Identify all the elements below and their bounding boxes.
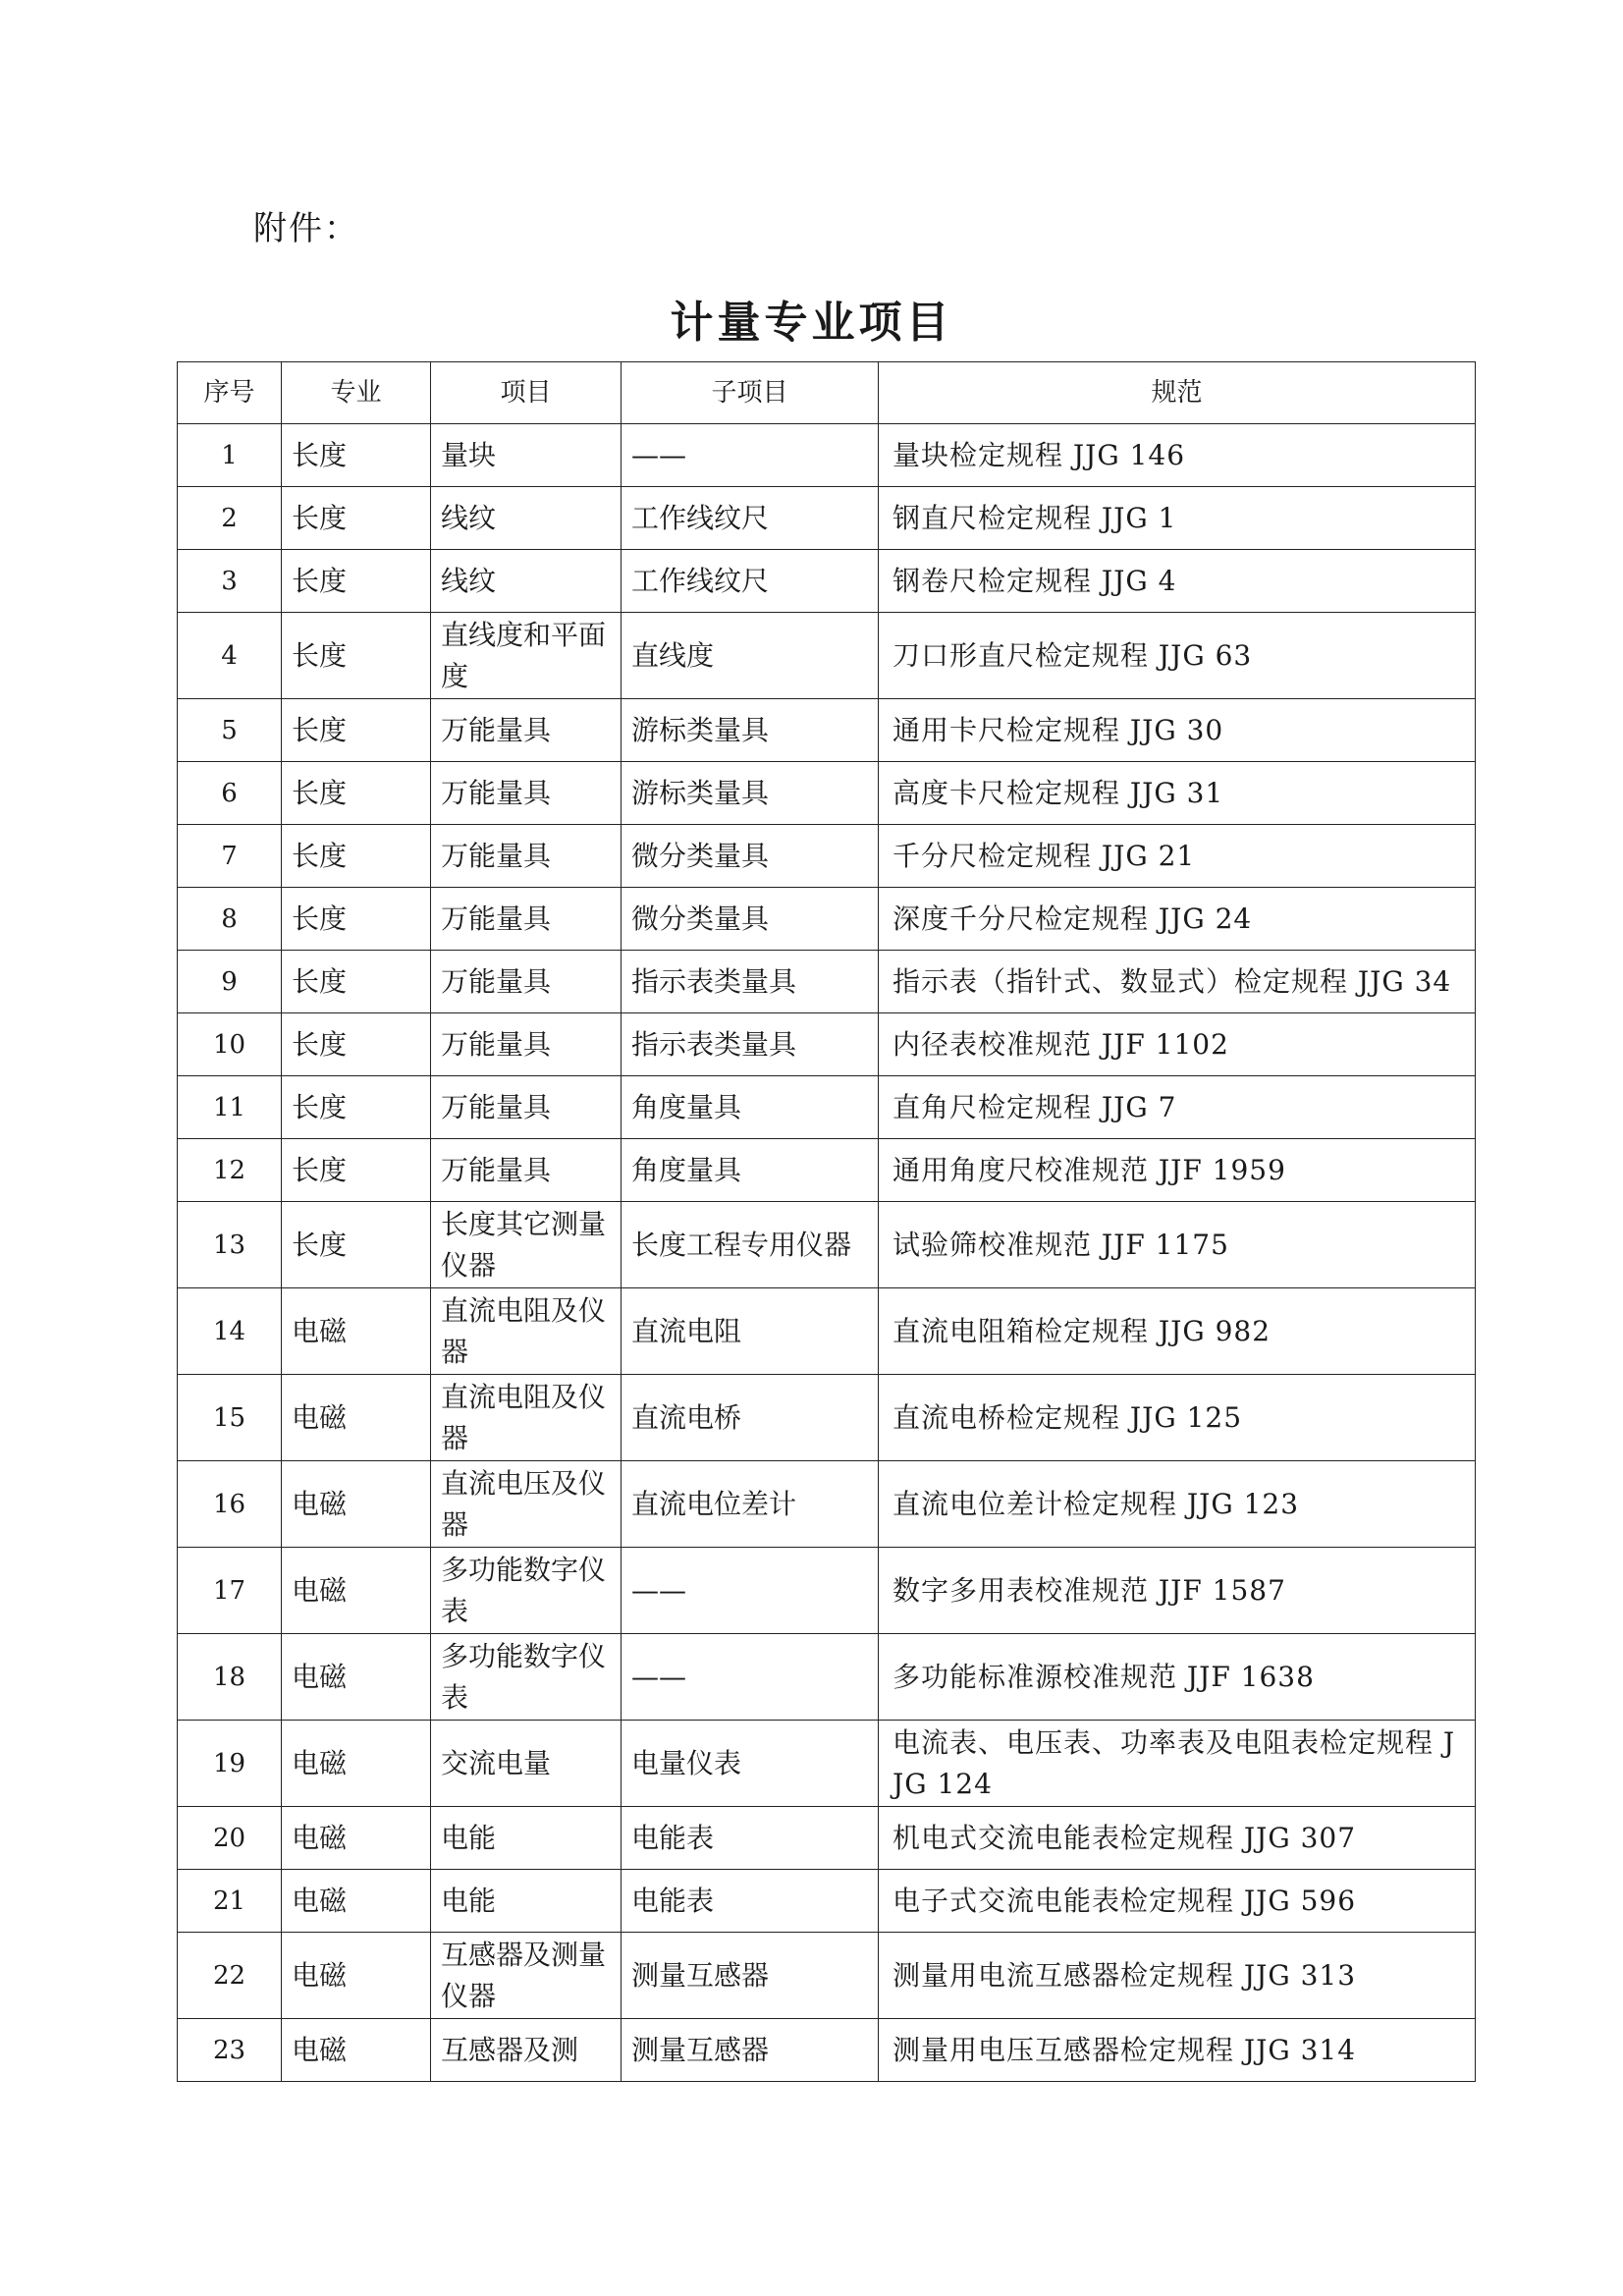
cell-subitem: 直流电阻 [622,1288,879,1375]
cell-subitem: 测量互感器 [622,2019,879,2082]
cell-major: 长度 [282,424,431,487]
cell-subitem: 角度量具 [622,1076,879,1139]
cell-spec: 直流电桥检定规程 JJG 125 [879,1375,1476,1461]
cell-item: 交流电量 [431,1721,622,1807]
cell-item: 万能量具 [431,951,622,1013]
cell-item: 直流电压及仪器 [431,1461,622,1548]
cell-no: 15 [178,1375,282,1461]
cell-subitem: 电能表 [622,1870,879,1933]
cell-subitem: 角度量具 [622,1139,879,1202]
cell-major: 长度 [282,1202,431,1288]
cell-item: 直流电阻及仪器 [431,1288,622,1375]
cell-spec: 直流电位差计检定规程 JJG 123 [879,1461,1476,1548]
cell-major: 电磁 [282,1807,431,1870]
cell-no: 2 [178,487,282,550]
cell-major: 电磁 [282,1721,431,1807]
cell-spec: 机电式交流电能表检定规程 JJG 307 [879,1807,1476,1870]
table-row [178,1634,1476,1721]
cell-item: 万能量具 [431,1139,622,1202]
cell-item: 多功能数字仪表 [431,1548,622,1634]
cell-item: 万能量具 [431,888,622,951]
cell-no: 12 [178,1139,282,1202]
table-row [178,951,1476,1013]
table-row [178,1288,1476,1375]
table-row [178,825,1476,888]
cell-item: 直线度和平面度 [431,613,622,699]
cell-no: 10 [178,1013,282,1076]
table-row [178,762,1476,825]
cell-spec: 千分尺检定规程 JJG 21 [879,825,1476,888]
cell-no: 13 [178,1202,282,1288]
cell-major: 长度 [282,762,431,825]
cell-item: 互感器及测量仪器 [431,1933,622,2019]
cell-item: 万能量具 [431,825,622,888]
cell-no: 14 [178,1288,282,1375]
cell-major: 电磁 [282,1548,431,1634]
cell-spec: 钢直尺检定规程 JJG 1 [879,487,1476,550]
cell-no: 17 [178,1548,282,1634]
cell-item: 线纹 [431,487,622,550]
cell-subitem: 长度工程专用仪器 [622,1202,879,1288]
column-header-major: 专业 [282,362,431,424]
table-row [178,1807,1476,1870]
cell-subitem: —— [622,424,879,487]
cell-no: 9 [178,951,282,1013]
table-row [178,424,1476,487]
cell-no: 7 [178,825,282,888]
attachment-label: 附件： [253,209,359,248]
cell-major: 长度 [282,888,431,951]
table-row [178,1933,1476,2019]
table-row [178,1461,1476,1548]
cell-no: 18 [178,1634,282,1721]
cell-no: 6 [178,762,282,825]
cell-spec: 通用卡尺检定规程 JJG 30 [879,699,1476,762]
cell-no: 19 [178,1721,282,1807]
cell-subitem: 直流电桥 [622,1375,879,1461]
cell-subitem: —— [622,1634,879,1721]
cell-item: 长度其它测量仪器 [431,1202,622,1288]
cell-no: 11 [178,1076,282,1139]
column-header-item: 项目 [431,362,622,424]
cell-item: 万能量具 [431,699,622,762]
cell-major: 电磁 [282,1375,431,1461]
cell-major: 长度 [282,825,431,888]
cell-no: 3 [178,550,282,613]
column-header-no: 序号 [178,362,282,424]
cell-spec: 直角尺检定规程 JJG 7 [879,1076,1476,1139]
cell-item: 互感器及测 [431,2019,622,2082]
cell-spec: 深度千分尺检定规程 JJG 24 [879,888,1476,951]
cell-major: 长度 [282,1139,431,1202]
cell-no: 22 [178,1933,282,2019]
cell-subitem: 工作线纹尺 [622,550,879,613]
cell-spec: 钢卷尺检定规程 JJG 4 [879,550,1476,613]
cell-no: 5 [178,699,282,762]
cell-subitem: 微分类量具 [622,888,879,951]
cell-spec: 指示表（指针式、数显式）检定规程 JJG 34 [879,951,1476,1013]
metrology-table [177,361,1475,2082]
cell-no: 20 [178,1807,282,1870]
cell-spec: 多功能标准源校准规范 JJF 1638 [879,1634,1476,1721]
cell-no: 8 [178,888,282,951]
cell-item: 电能 [431,1807,622,1870]
cell-spec: 数字多用表校准规范 JJF 1587 [879,1548,1476,1634]
cell-spec: 试验筛校准规范 JJF 1175 [879,1202,1476,1288]
cell-spec: 量块检定规程 JJG 146 [879,424,1476,487]
cell-no: 16 [178,1461,282,1548]
table-row [178,1548,1476,1634]
cell-major: 长度 [282,699,431,762]
cell-item: 直流电阻及仪器 [431,1375,622,1461]
cell-subitem: 微分类量具 [622,825,879,888]
cell-major: 长度 [282,1076,431,1139]
cell-item: 万能量具 [431,1076,622,1139]
table-row [178,613,1476,699]
cell-spec: 通用角度尺校准规范 JJF 1959 [879,1139,1476,1202]
cell-subitem: 测量互感器 [622,1933,879,2019]
cell-spec: 高度卡尺检定规程 JJG 31 [879,762,1476,825]
table-header-row [178,362,1476,424]
table-row [178,1202,1476,1288]
cell-subitem: 游标类量具 [622,762,879,825]
cell-spec: 直流电阻箱检定规程 JJG 982 [879,1288,1476,1375]
cell-subitem: 指示表类量具 [622,1013,879,1076]
cell-spec: 刀口形直尺检定规程 JJG 63 [879,613,1476,699]
column-header-spec: 规范 [879,362,1476,424]
table-row [178,1013,1476,1076]
table-row [178,2019,1476,2082]
cell-subitem: 工作线纹尺 [622,487,879,550]
cell-subitem: —— [622,1548,879,1634]
cell-major: 电磁 [282,1933,431,2019]
cell-spec: 测量用电流互感器检定规程 JJG 313 [879,1933,1476,2019]
cell-major: 长度 [282,487,431,550]
cell-no: 1 [178,424,282,487]
table-row [178,699,1476,762]
cell-item: 万能量具 [431,1013,622,1076]
cell-major: 长度 [282,1013,431,1076]
cell-subitem: 游标类量具 [622,699,879,762]
cell-spec: 电子式交流电能表检定规程 JJG 596 [879,1870,1476,1933]
cell-spec: 电流表、电压表、功率表及电阻表检定规程 JJG 124 [879,1721,1476,1807]
table-row [178,888,1476,951]
cell-major: 长度 [282,550,431,613]
table-row [178,1076,1476,1139]
cell-subitem: 直流电位差计 [622,1461,879,1548]
cell-major: 电磁 [282,1461,431,1548]
cell-subitem: 电量仪表 [622,1721,879,1807]
cell-major: 长度 [282,951,431,1013]
cell-item: 多功能数字仪表 [431,1634,622,1721]
cell-major: 电磁 [282,2019,431,2082]
cell-item: 量块 [431,424,622,487]
cell-no: 4 [178,613,282,699]
column-header-subitem: 子项目 [622,362,879,424]
cell-major: 电磁 [282,1634,431,1721]
cell-item: 线纹 [431,550,622,613]
table-row [178,1375,1476,1461]
document-title: 计量专业项目 [670,298,953,348]
table-row [178,550,1476,613]
cell-spec: 测量用电压互感器检定规程 JJG 314 [879,2019,1476,2082]
cell-subitem: 电能表 [622,1807,879,1870]
cell-item: 电能 [431,1870,622,1933]
cell-item: 万能量具 [431,762,622,825]
cell-major: 长度 [282,613,431,699]
table-row [178,1721,1476,1807]
cell-major: 电磁 [282,1870,431,1933]
cell-spec: 内径表校准规范 JJF 1102 [879,1013,1476,1076]
cell-major: 电磁 [282,1288,431,1375]
cell-subitem: 指示表类量具 [622,951,879,1013]
cell-no: 21 [178,1870,282,1933]
cell-no: 23 [178,2019,282,2082]
cell-subitem: 直线度 [622,613,879,699]
table-row [178,1139,1476,1202]
table-row [178,1870,1476,1933]
table-row [178,487,1476,550]
